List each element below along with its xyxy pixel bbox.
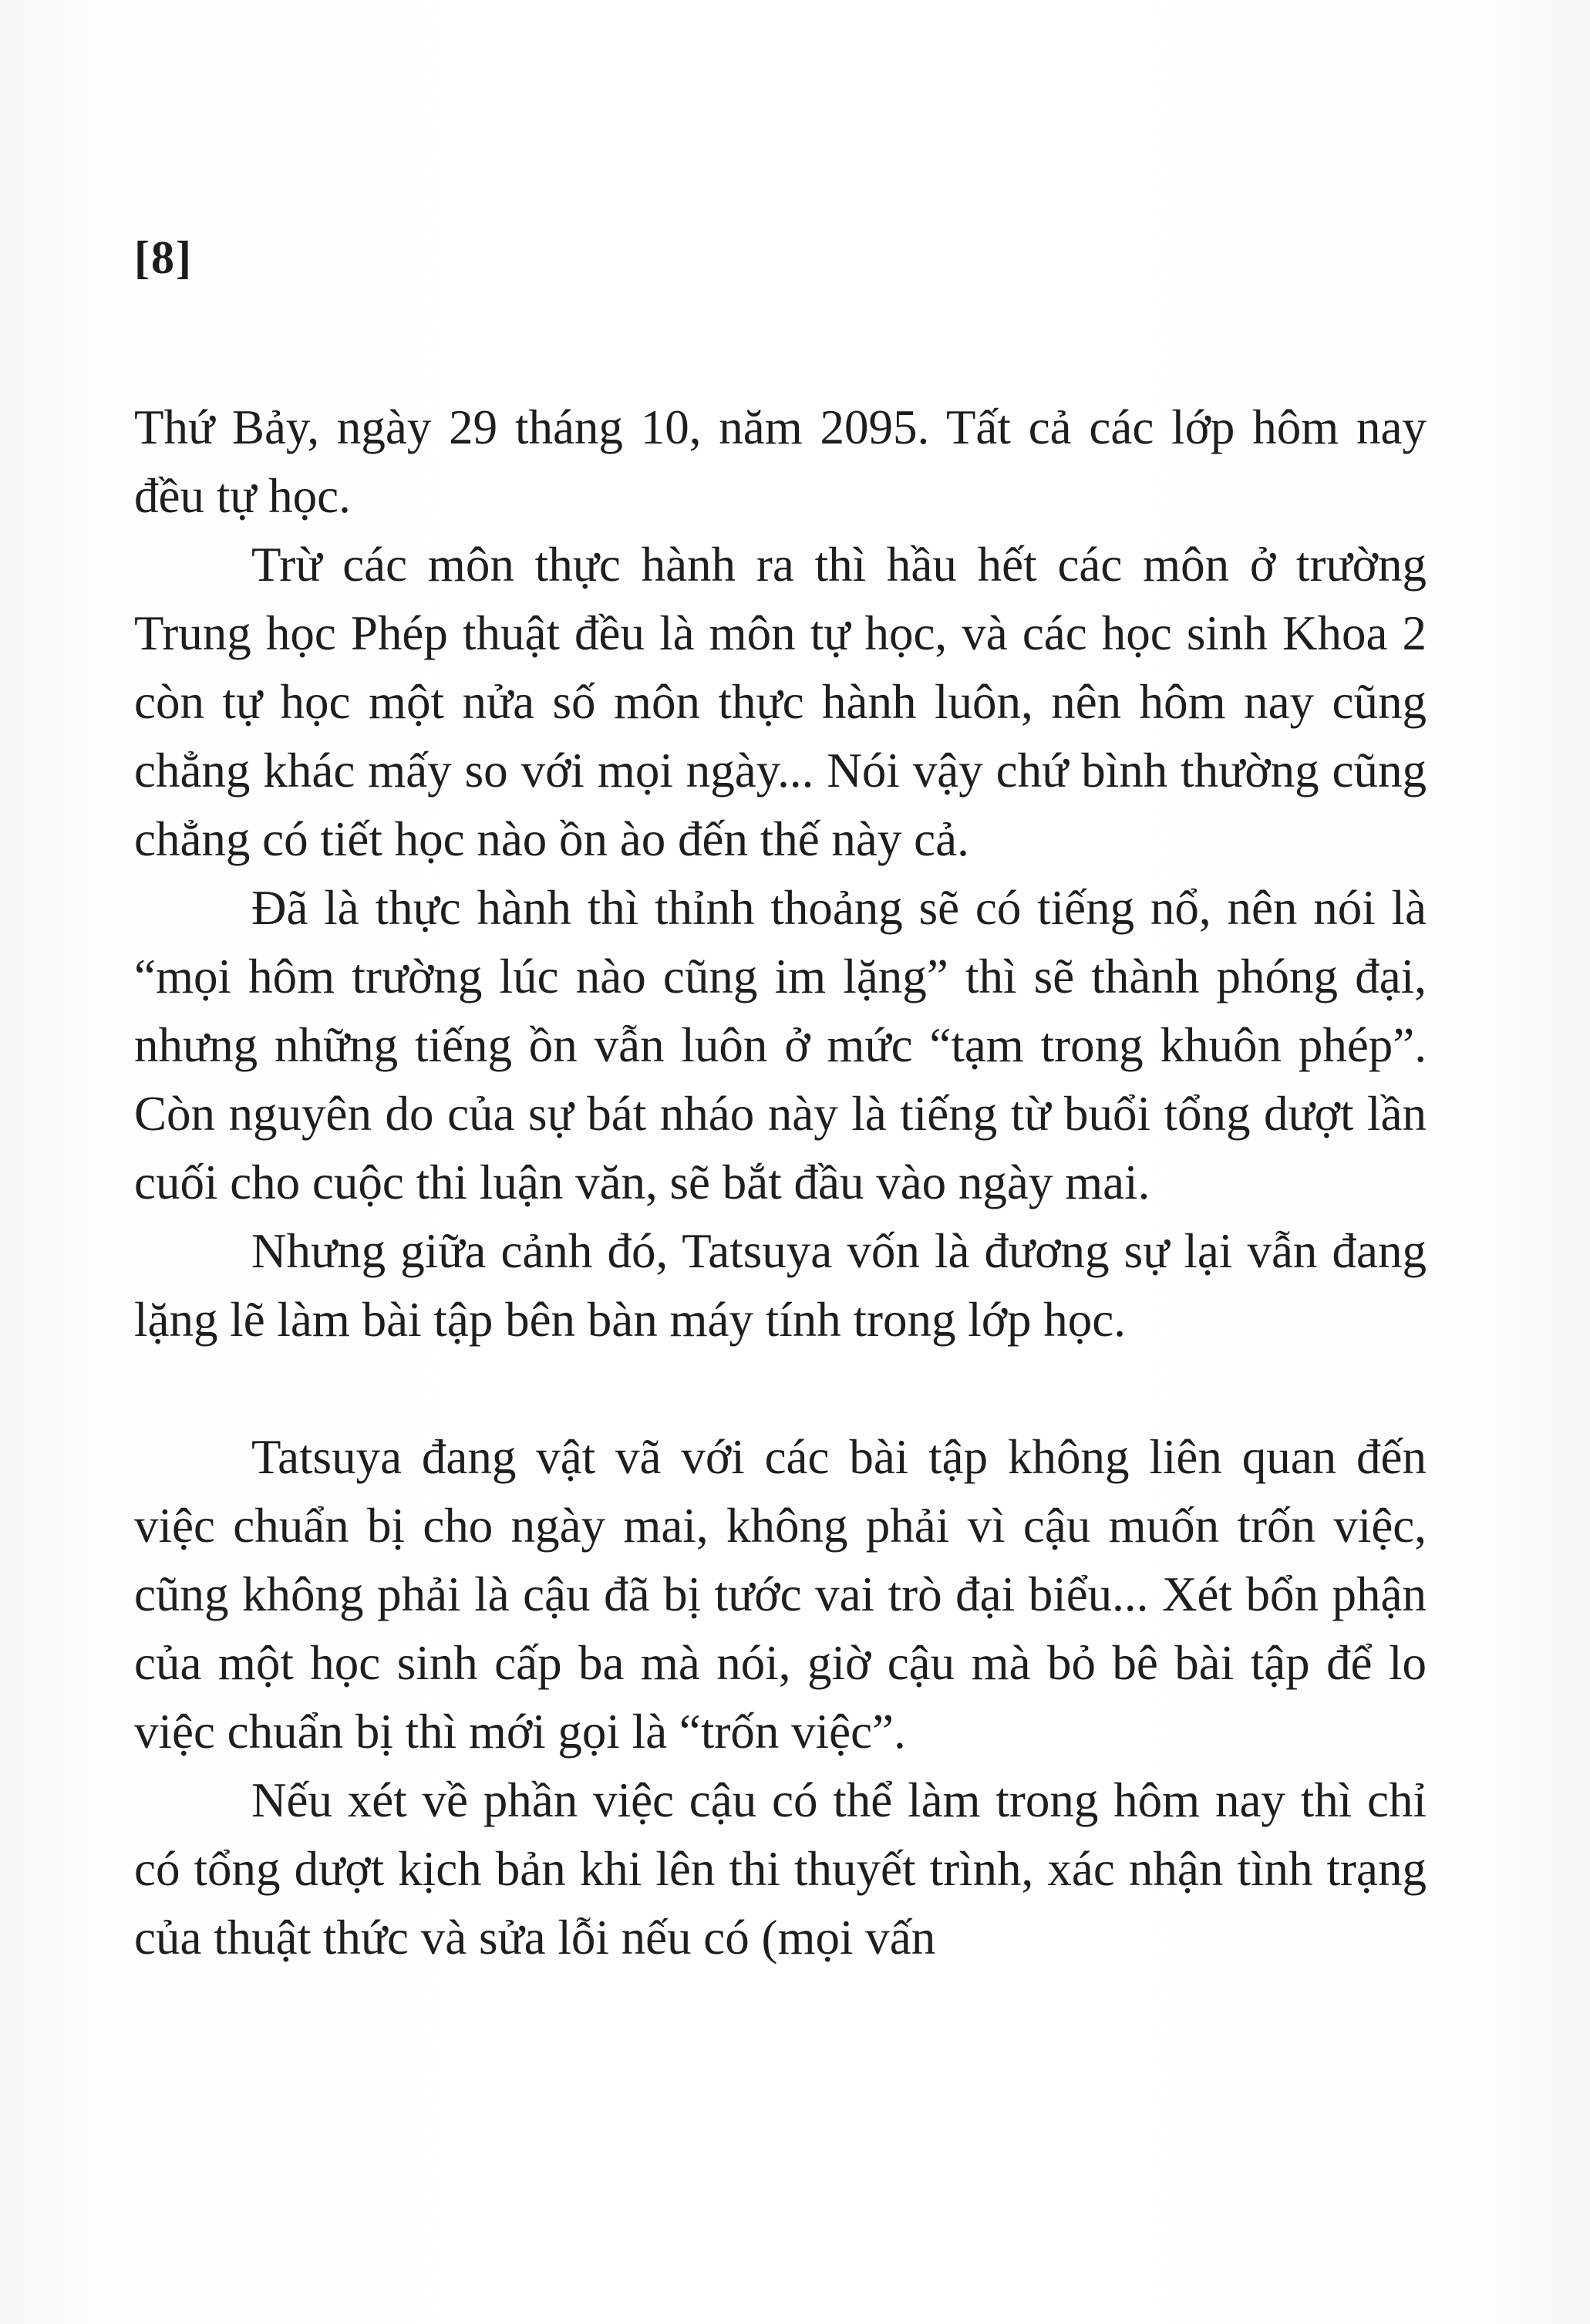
chapter-number: [8] bbox=[134, 232, 193, 283]
body-text bbox=[134, 393, 1427, 1972]
paragraph: Nếu xét về phần việc cậu có thể làm trong hôm nay thì chỉ có tổng dượt kịch bản khi lên thi thuyết trình, xác nhận tình trạng của thuật thức và sửa lỗi nếu có (mọi vấn bbox=[134, 1773, 1427, 1965]
paragraph: Tatsuya đang vật vã với các bài tập không liên quan đến việc chuẩn bị cho ngày mai, không phải vì cậu muốn trốn việc, cũng không phải là cậu đã bị tước vai trò đại biểu... Xét bổn phận của một học sinh cấp ba mà nói, giờ cậu mà bỏ bê bài tập để lo việc chuẩn bị thì mới gọi là “trốn việc”. bbox=[134, 1430, 1427, 1759]
paragraph: Đã là thực hành thì thỉnh thoảng sẽ có tiếng nổ, nên nói là “mọi hôm trường lúc nào cũng im lặng” thì sẽ thành phóng đại, nhưng những tiếng ồn vẫn luôn ở mức “tạm trong khuôn phép”. Còn nguyên do của sự bát nháo này là tiếng từ buổi tổng dượt lần cuối cho cuộc thi luận văn, sẽ bắt đầu vào ngày mai. bbox=[134, 881, 1427, 1209]
paragraph: Thứ Bảy, ngày 29 tháng 10, năm 2095. Tất cả các lớp hôm nay đều tự học. bbox=[134, 400, 1427, 523]
paragraph: Nhưng giữa cảnh đó, Tatsuya vốn là đương sự lại vẫn đang lặng lẽ làm bài tập bên bàn máy tính trong lớp học. bbox=[134, 1224, 1427, 1347]
paragraph: Trừ các môn thực hành ra thì hầu hết các môn ở trường Trung học Phép thuật đều là môn tự học, và các học sinh Khoa 2 còn tự học một nửa số môn thực hành luôn, nên hôm nay cũng chẳng khác mấy so với mọi ngày... Nói vậy chứ bình thường cũng chẳng có tiết học nào ồn ào đến thế này cả. bbox=[134, 538, 1427, 866]
